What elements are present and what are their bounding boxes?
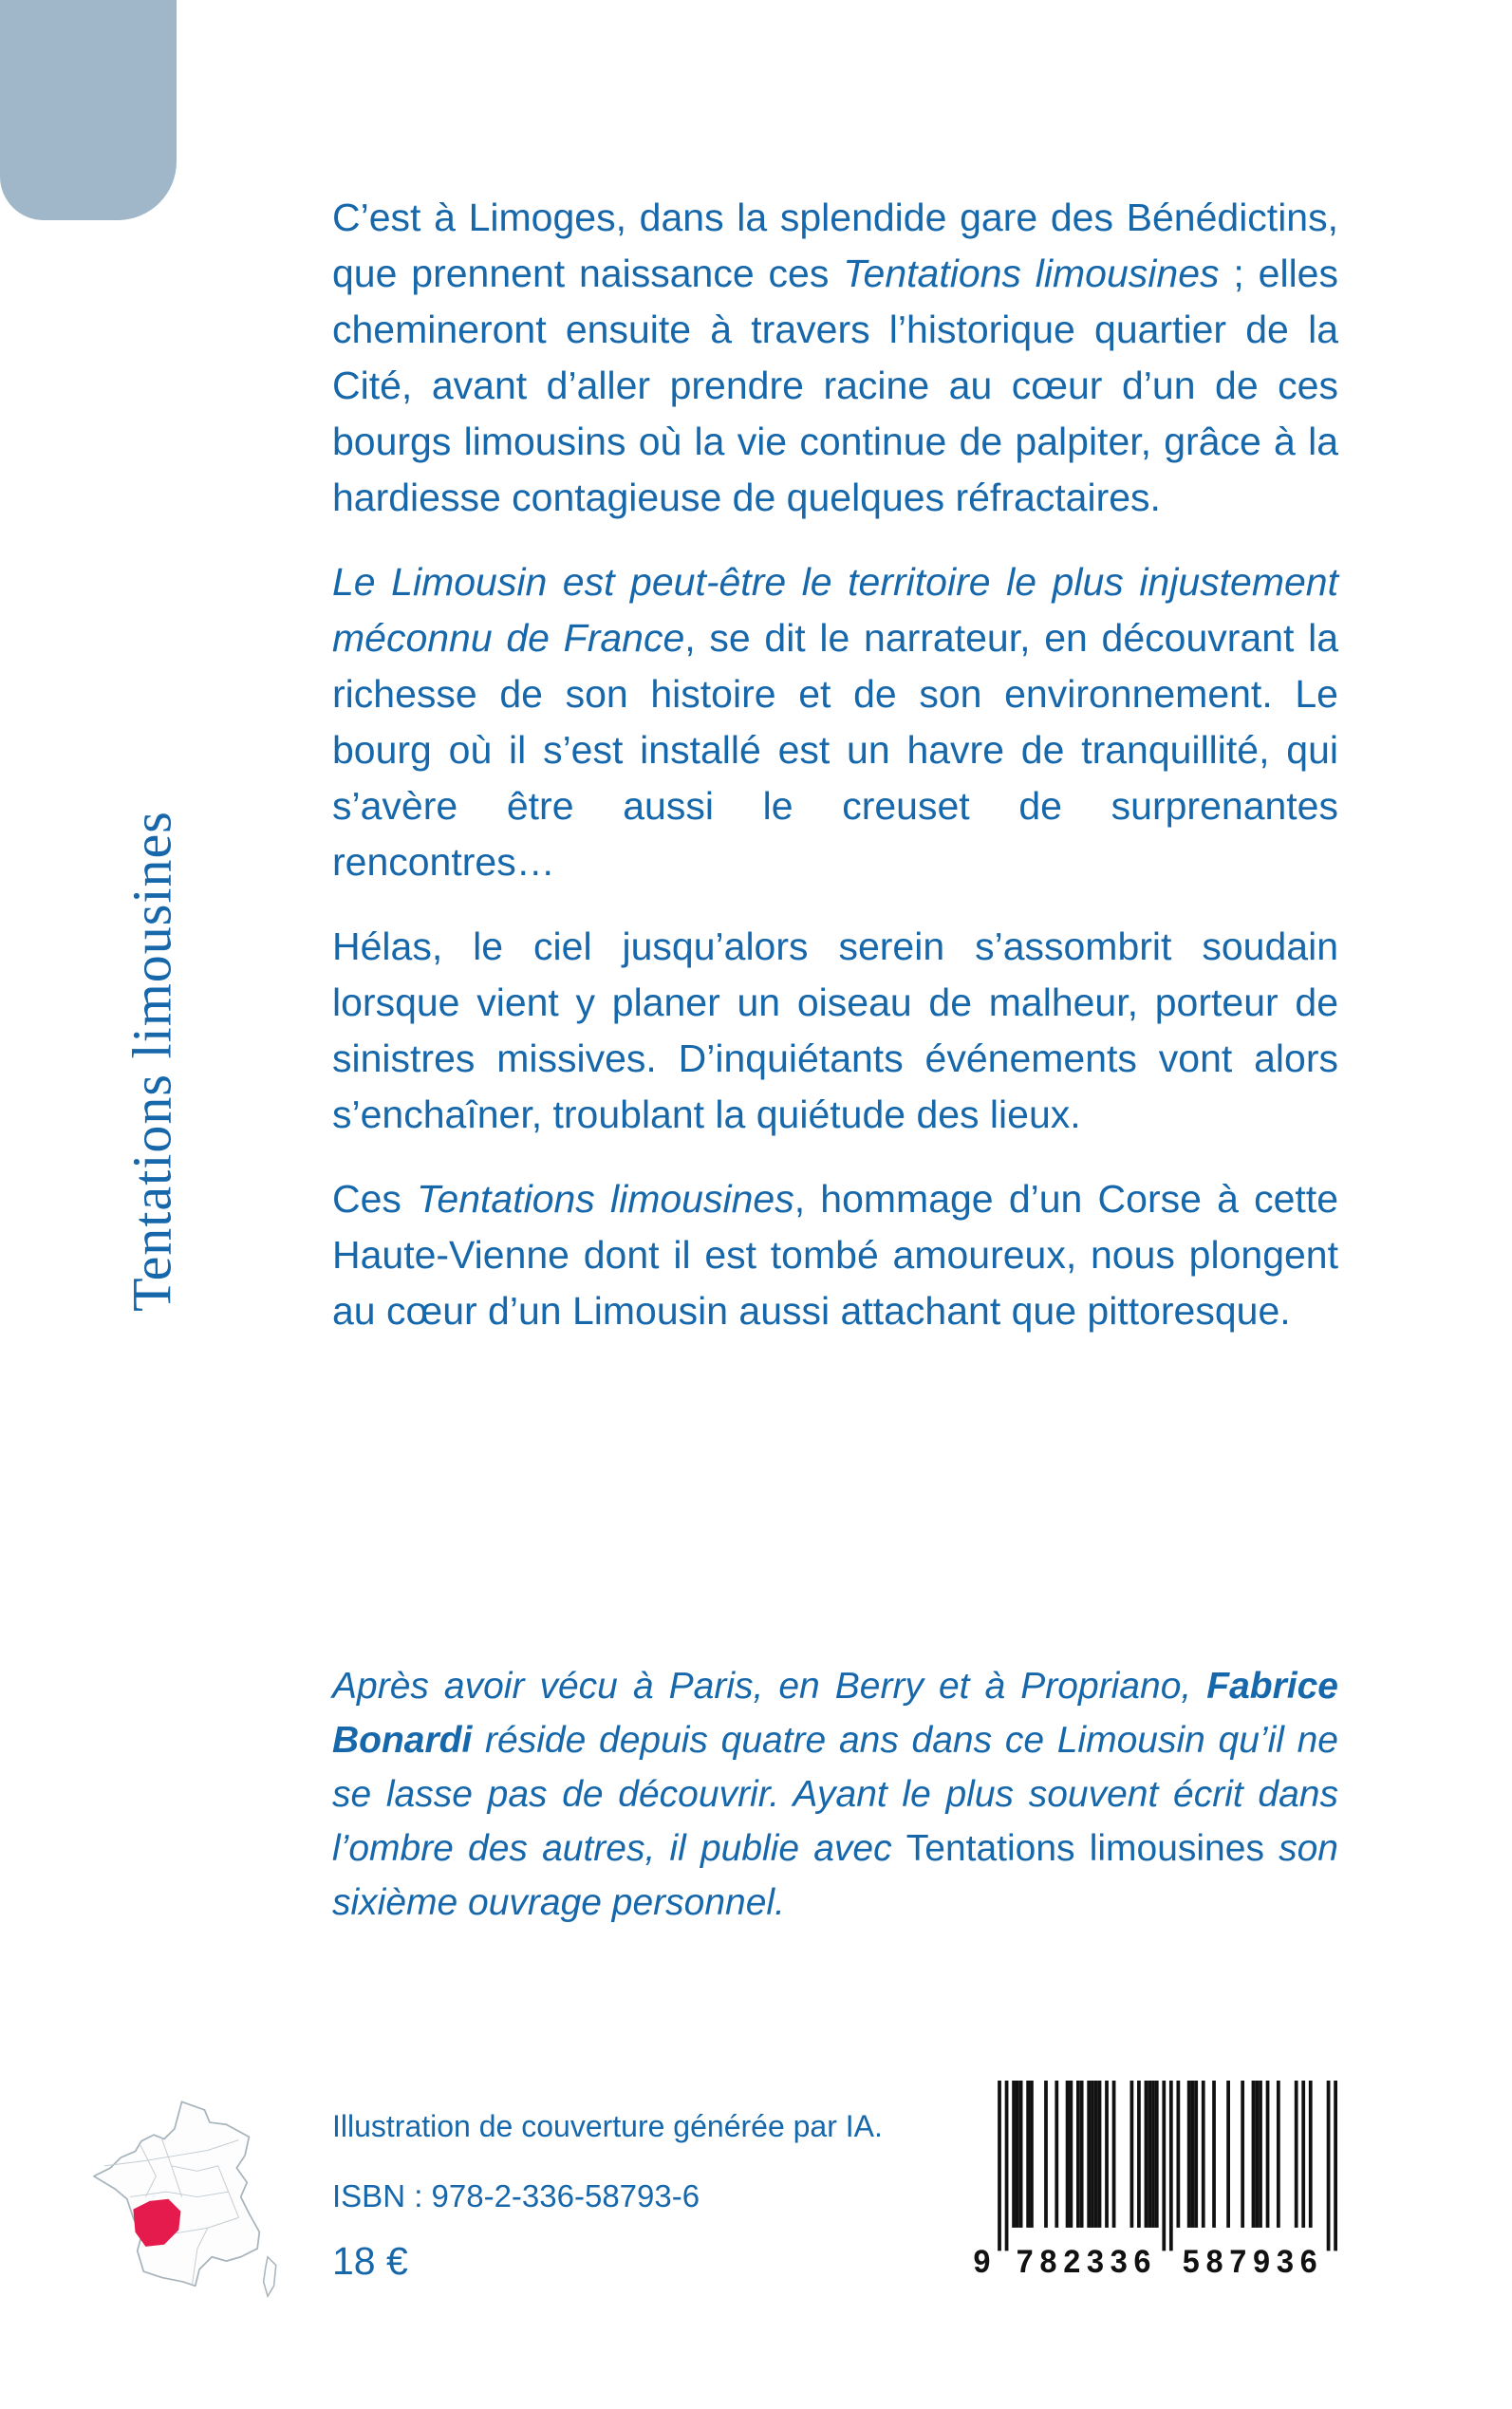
blurb-paragraph: C’est à Limoges, dans la splendide gare des Bénédictins, que prennent naissance ces Tentations limousines ; elles chemineront ensuite à travers l’historique quartier de la Cité, avant d’aller prendre racine au cœur d’un de ces bourgs limousins où la vie continue de palpiter, grâce à la hardiesse contagieuse de quelques réfractaires. <box>332 196 1338 519</box>
price-text: 18 € <box>332 2239 408 2283</box>
blurb-text <box>332 190 1338 1339</box>
illustration-note: Illustration de couverture générée par IA. <box>332 2109 883 2143</box>
spine-title: Tentations limousines <box>121 811 183 1312</box>
barcode <box>969 2081 1337 2282</box>
barcode-digits-left: 782336 <box>1015 2245 1152 2282</box>
blurb-paragraph: Ces Tentations limousines, hommage d’un Corse à cette Haute-Vienne dont il est tombé amoureux, nous plongent au cœur d’un Limousin aussi attachant que pittoresque. <box>332 1177 1338 1333</box>
footer-info <box>332 2109 1054 2284</box>
barcode-digits-right: 587936 <box>1182 2245 1318 2282</box>
blurb-paragraph: Le Limousin est peut-être le territoire le plus injustement méconnu de France, se dit le narrateur, en découvrant la richesse de son histoire et de son environnement. Le bourg où il s’est installé est un havre de tranquillité, qui s’avère être aussi le creuset de surprenantes rencontres… <box>332 560 1339 884</box>
barcode-bars <box>998 2081 1337 2250</box>
france-map-icon <box>84 2088 290 2316</box>
barcode-digit-first: 9 <box>972 2245 992 2282</box>
author-bio: Après avoir vécu à Paris, en Berry et à Propriano, Fabrice Bonardi réside depuis quatre ans dans ce Limousin qu’il ne se lasse pas de découvrir. Ayant le plus souvent écrit dans l’ombre des autres, il publie avec Tentations limousines son sixième ouvrage personnel. <box>332 1666 1338 1923</box>
isbn-text: ISBN : 978-2-336-58793-6 <box>332 2178 700 2213</box>
blurb-paragraph: Hélas, le ciel jusqu’alors serein s’assombrit soudain lorsque vient y planer un oiseau de malheur, porteur de sinistres missives. D’inquiétants événements vont alors s’enchaîner, troublant la quiétude des lieux. <box>332 924 1338 1136</box>
corsica-outline <box>264 2257 276 2296</box>
corner-decoration <box>0 0 177 220</box>
